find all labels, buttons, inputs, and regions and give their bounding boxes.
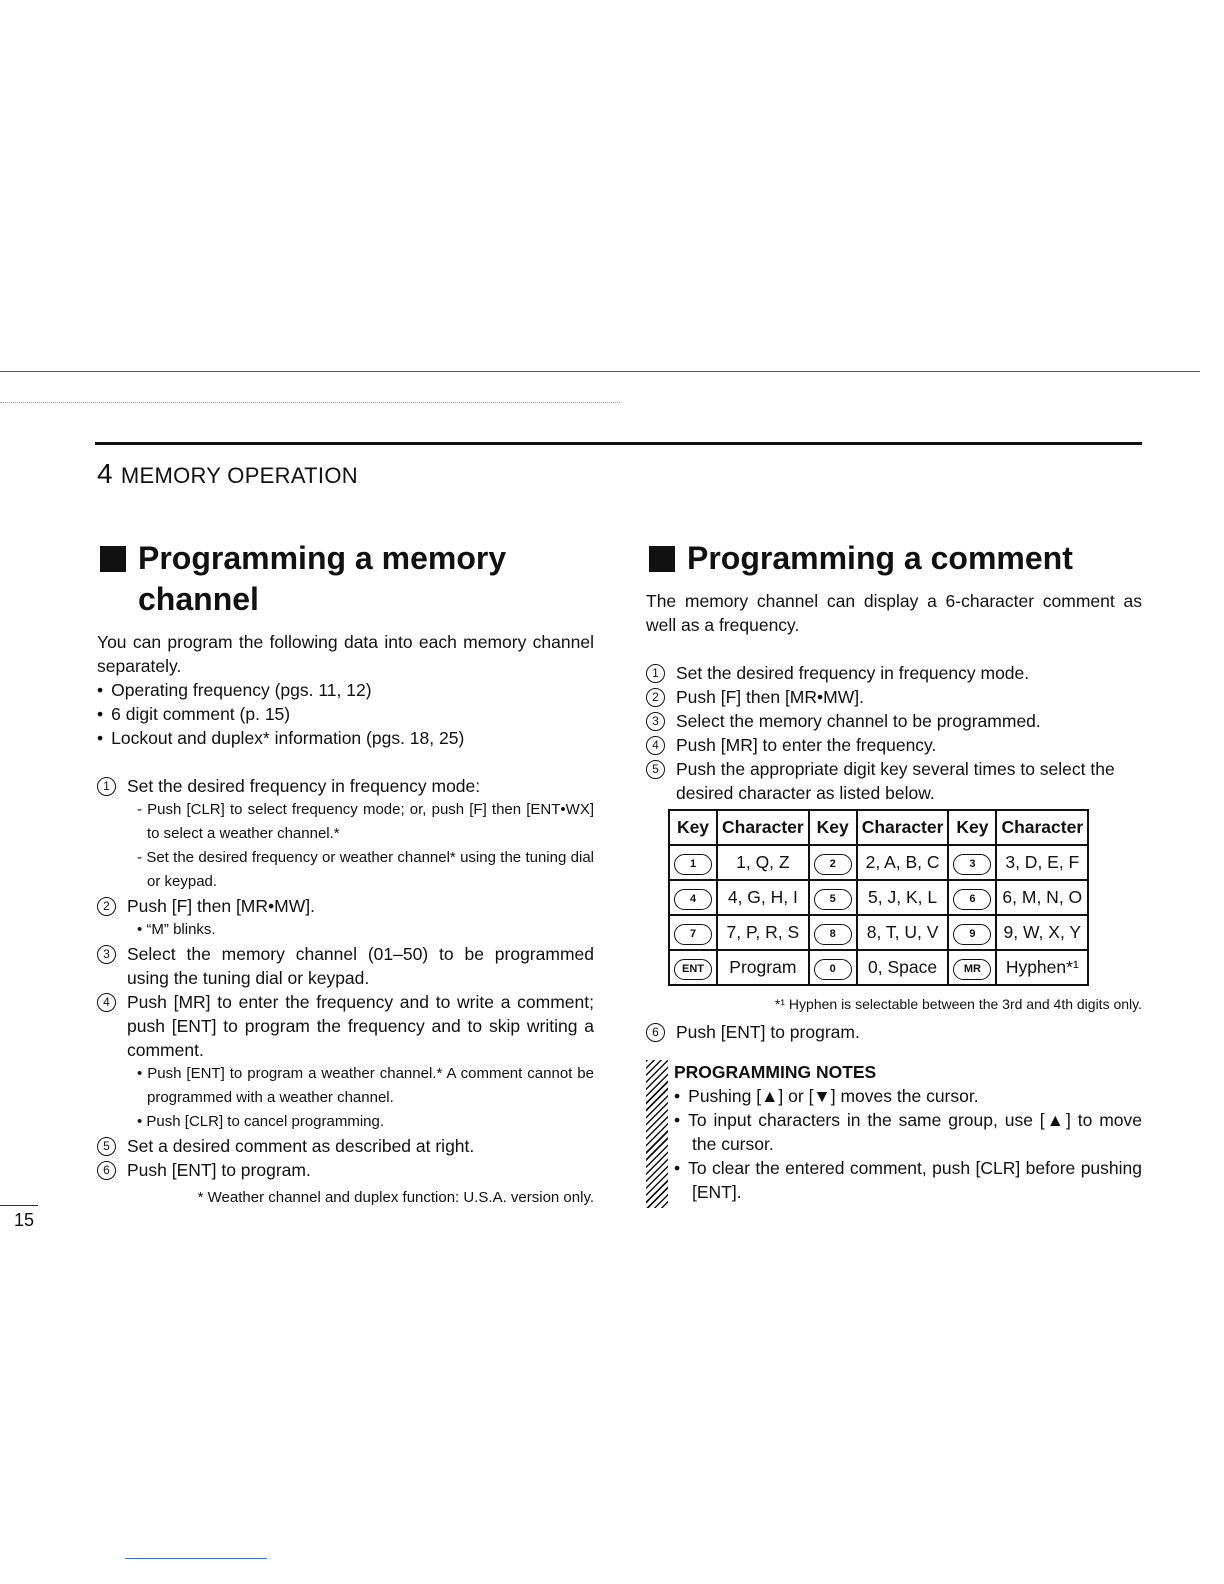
step-text: Push the appropriate digit key several times to select the desired character as listed below. <box>676 759 1115 803</box>
square-bullet-icon <box>649 546 675 572</box>
character-cell: 3, D, E, F <box>996 845 1088 880</box>
intro-paragraph: You can program the following data into each memory channel separately. <box>97 632 594 676</box>
step-6 <box>97 1158 594 1182</box>
table-header-row <box>669 810 1088 845</box>
step-text: Set a desired comment as described at right. <box>127 1136 475 1156</box>
chapter-title: MEMORY OPERATION <box>120 463 358 488</box>
right-column <box>646 538 1142 1204</box>
step-text: Select the memory channel to be programmed. <box>676 711 1041 731</box>
step-number: 1 <box>97 777 116 796</box>
key-cell <box>809 915 857 950</box>
character-cell: 0, Space <box>857 950 949 985</box>
key-cell <box>669 915 717 950</box>
step-number: 2 <box>646 688 665 707</box>
step-text: Push [MR] to enter the frequency. <box>676 735 937 755</box>
left-column <box>97 538 594 1208</box>
procedure-steps <box>97 774 594 1182</box>
key-cell <box>948 915 996 950</box>
heading-text: Programming a comment <box>687 540 1073 576</box>
character-cell: 5, J, K, L <box>857 880 949 915</box>
data-list <box>97 678 594 750</box>
step-text: Push [ENT] to program. <box>676 1022 860 1042</box>
step-4 <box>97 990 594 1134</box>
key-button-icon: 7 <box>674 924 712 945</box>
procedure-steps <box>646 661 1142 805</box>
key-button-icon: 2 <box>814 854 852 875</box>
step-number: 5 <box>97 1137 116 1156</box>
step-5 <box>97 1134 594 1158</box>
step-number: 4 <box>646 736 665 755</box>
note-item: • To clear the entered comment, push [CLR] before pushing [ENT]. <box>674 1156 1142 1204</box>
step-number: 6 <box>97 1161 116 1180</box>
key-cell <box>669 880 717 915</box>
key-cell <box>809 845 857 880</box>
step-4 <box>646 733 1142 757</box>
character-cell: Program <box>717 950 809 985</box>
square-bullet-icon <box>100 546 126 572</box>
column-header: Character <box>996 810 1088 845</box>
sub-item: - Push [CLR] to select frequency mode; or, push [F] then [ENT•WX] to select a weather channel.* <box>137 801 594 842</box>
note-item: • Pushing [▲] or [▼] moves the cursor. <box>674 1084 1142 1108</box>
page-number: 15 <box>14 1210 35 1230</box>
step-text: Push [F] then [MR•MW]. <box>127 896 315 916</box>
table-row <box>669 880 1088 915</box>
column-header: Character <box>857 810 949 845</box>
page-number-rule <box>0 1205 38 1206</box>
step-text: Push [F] then [MR•MW]. <box>676 687 864 707</box>
list-item: • 6 digit comment (p. 15) <box>97 702 594 726</box>
key-button-icon: 6 <box>953 889 991 910</box>
step-2 <box>97 894 594 942</box>
character-table <box>668 809 1089 986</box>
key-cell <box>948 950 996 985</box>
character-cell: 9, W, X, Y <box>996 915 1088 950</box>
step-1 <box>97 774 594 894</box>
key-cell <box>948 845 996 880</box>
note-item: • To input characters in the same group, use [▲] to move the cursor. <box>674 1108 1142 1156</box>
heading-line-2: channel <box>138 581 259 617</box>
key-cell <box>669 845 717 880</box>
step-text: Set the desired frequency in frequency mode: <box>127 776 481 796</box>
step-text: Push [MR] to enter the frequency and to write a comment; push [ENT] to program the frequency and to skip writing a comment. <box>127 992 594 1060</box>
character-cell: 2, A, B, C <box>857 845 949 880</box>
step-number: 4 <box>97 993 116 1012</box>
column-header: Key <box>809 810 857 845</box>
key-cell <box>948 880 996 915</box>
step-text: Set the desired frequency in frequency mode. <box>676 663 1030 683</box>
step-number: 1 <box>646 664 665 683</box>
section-heading-comment <box>646 538 1142 579</box>
table-footnote: *¹ Hyphen is selectable between the 3rd and 4th digits only. <box>774 996 1142 1012</box>
chapter-number: 4 <box>97 458 113 489</box>
step-6 <box>646 1020 1142 1044</box>
key-button-icon: 4 <box>674 889 712 910</box>
programming-notes <box>646 1060 1142 1204</box>
table-row <box>669 915 1088 950</box>
hatch-marker <box>646 1060 668 1208</box>
character-cell: 1, Q, Z <box>717 845 809 880</box>
sub-item: • “M” blinks. <box>137 921 216 938</box>
key-cell <box>809 880 857 915</box>
step-3 <box>97 942 594 990</box>
sub-item: - Set the desired frequency or weather channel* using the tuning dial or keypad. <box>137 849 594 890</box>
key-button-icon: 1 <box>674 854 712 875</box>
key-button-icon: 5 <box>814 889 852 910</box>
step-5 <box>646 757 1142 805</box>
key-button-icon: 0 <box>814 959 852 980</box>
sub-item: • Push [ENT] to program a weather channel.* A comment cannot be programmed with a weather channel. <box>137 1065 594 1106</box>
character-cell: 6, M, N, O <box>996 880 1088 915</box>
sub-item: • Push [CLR] to cancel programming. <box>137 1113 385 1130</box>
procedure-steps-cont <box>646 1020 1142 1044</box>
list-item: • Operating frequency (pgs. 11, 12) <box>97 678 594 702</box>
intro-paragraph: The memory channel can display a 6-character comment as well as a frequency. <box>646 591 1142 635</box>
step-text: Push [ENT] to program. <box>127 1160 311 1180</box>
step-3 <box>646 709 1142 733</box>
character-cell: Hyphen*¹ <box>996 950 1088 985</box>
scan-line <box>125 1558 267 1559</box>
step-text: Select the memory channel (01–50) to be programmed using the tuning dial or keypad. <box>127 944 594 988</box>
list-item: • Lockout and duplex* information (pgs. 18, 25) <box>97 726 594 750</box>
notes-title: PROGRAMMING NOTES <box>674 1062 877 1082</box>
footnote: * Weather channel and duplex function: U.S.A. version only. <box>197 1189 594 1206</box>
key-button-icon: MR <box>953 959 991 980</box>
heading-line-1: Programming a memory <box>138 540 507 576</box>
column-header: Key <box>669 810 717 845</box>
table-row <box>669 845 1088 880</box>
step-number: 6 <box>646 1023 665 1042</box>
step-2 <box>646 685 1142 709</box>
key-button-icon: 9 <box>953 924 991 945</box>
step-number: 5 <box>646 760 665 779</box>
scan-line <box>0 371 1200 372</box>
step-1 <box>646 661 1142 685</box>
key-cell <box>809 950 857 985</box>
key-button-icon: 8 <box>814 924 852 945</box>
step-number: 2 <box>97 897 116 916</box>
key-button-icon: 3 <box>953 854 991 875</box>
key-button-icon: ENT <box>674 959 712 980</box>
chapter-heading <box>97 458 358 490</box>
key-cell <box>669 950 717 985</box>
column-header: Character <box>717 810 809 845</box>
section-heading-memory <box>97 538 594 620</box>
character-cell: 8, T, U, V <box>857 915 949 950</box>
scan-line <box>0 402 620 403</box>
table-row <box>669 950 1088 985</box>
character-cell: 4, G, H, I <box>717 880 809 915</box>
step-number: 3 <box>97 945 116 964</box>
step-number: 3 <box>646 712 665 731</box>
column-header: Key <box>948 810 996 845</box>
header-rule <box>95 442 1142 445</box>
character-cell: 7, P, R, S <box>717 915 809 950</box>
